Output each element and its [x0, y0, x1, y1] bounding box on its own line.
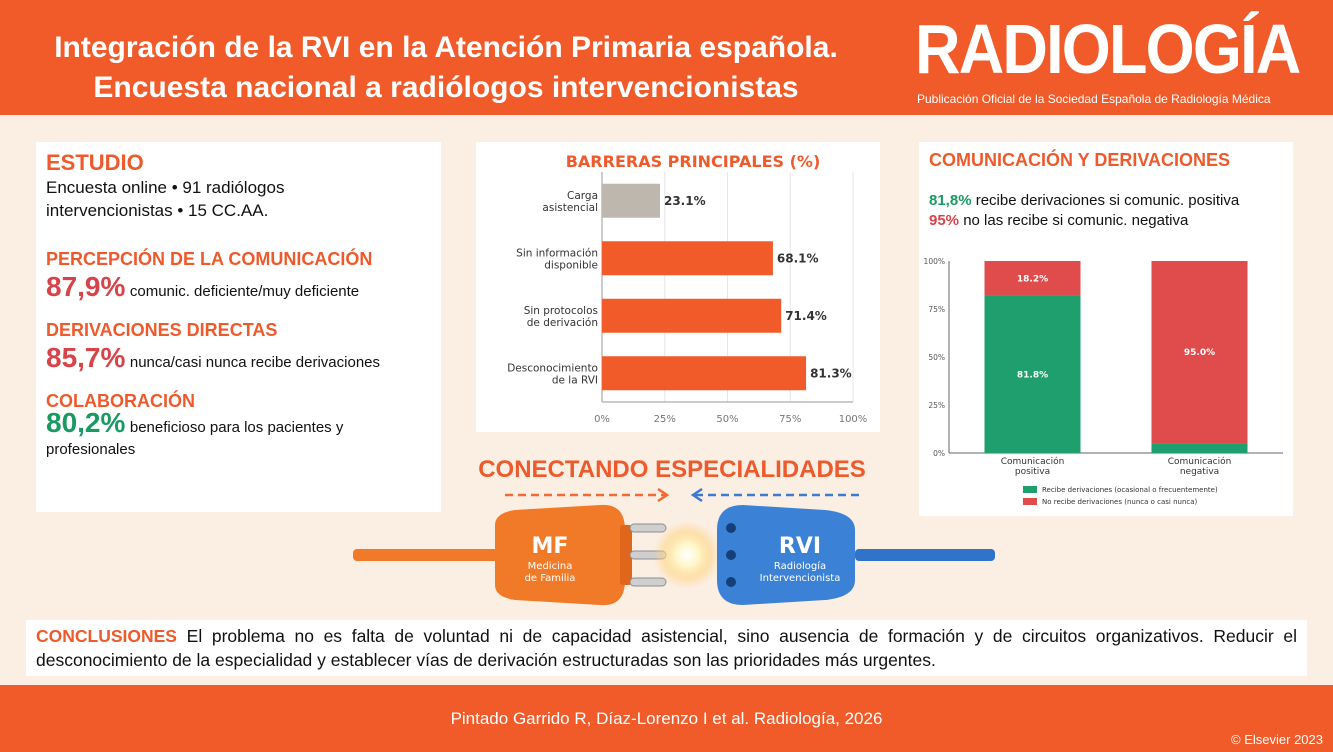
barriers-value-label: 23.1% — [663, 193, 706, 208]
study-panel — [36, 142, 441, 512]
colaboracion-heading: COLABORACIÓN — [46, 391, 195, 411]
referrals-legend-label: Recibe derivaciones (ocasional o frecuentemente) — [1042, 486, 1218, 494]
communication-line-1 — [929, 192, 1239, 209]
percepcion-stat — [46, 270, 431, 309]
conclusions-label: CONCLUSIONES — [36, 626, 177, 646]
rvi-abbr: RVI — [778, 534, 822, 559]
communication-line-2-text: no las recibe si comunic. negativa — [963, 212, 1189, 229]
communication-line-1-text: recibe derivaciones si comunic. positiva — [975, 192, 1240, 209]
derivaciones-heading: DERIVACIONES DIRECTAS — [46, 320, 278, 340]
percepcion-text: comunic. deficiente/muy deficiente — [129, 283, 360, 300]
barriers-chart-title: BARRERAS PRINCIPALES (%) — [565, 152, 821, 171]
referrals-chart — [919, 236, 1293, 516]
connector-illustration — [345, 485, 1005, 615]
barriers-bar — [602, 299, 781, 333]
barriers-xtick: 100% — [838, 414, 868, 425]
rvi-line-1: Radiología — [773, 561, 827, 572]
brand-logo: RADIOLOGÍA — [915, 10, 1300, 88]
referrals-legend-swatch — [1023, 498, 1037, 505]
barriers-bar — [602, 356, 806, 390]
spark-icon — [653, 521, 721, 589]
mf-abbr: MF — [531, 534, 569, 559]
brand-subtitle: Publicación Oficial de la Sociedad Española de Radiología Médica — [917, 92, 1271, 106]
barriers-xtick: 75% — [779, 414, 802, 425]
barriers-xtick: 50% — [716, 414, 739, 425]
arrow-left-icon — [693, 489, 860, 501]
mf-plug-icon — [495, 505, 666, 605]
barriers-category-label: Carga — [567, 189, 598, 202]
mf-line-2: de Familia — [524, 573, 576, 584]
referrals-bar-segment — [1152, 443, 1248, 453]
barriers-bar — [602, 184, 660, 218]
referrals-ytick: 75% — [928, 305, 945, 314]
derivaciones-text: nunca/casi nunca recibe derivaciones — [129, 354, 381, 371]
barriers-category-label: asistencial — [542, 201, 598, 214]
barriers-category-label: Sin información — [516, 247, 598, 260]
rvi-cable — [855, 549, 995, 561]
referrals-segment-label: 81.8% — [1016, 370, 1049, 381]
barriers-chart — [476, 142, 880, 432]
percepcion-heading: PERCEPCIÓN DE LA COMUNICACIÓN — [46, 249, 373, 269]
conclusions-panel — [26, 620, 1307, 676]
barriers-value-label: 68.1% — [776, 251, 819, 266]
referrals-ytick: 100% — [923, 257, 945, 266]
title-line-2: Encuesta nacional a radiólogos intervencionistas — [93, 71, 799, 104]
barriers-value-label: 81.3% — [810, 366, 852, 381]
referrals-ytick: 25% — [928, 401, 945, 410]
title-line-1: Integración de la RVI en la Atención Primaria española. — [54, 31, 838, 64]
estudio-heading: ESTUDIO — [46, 150, 144, 175]
communication-panel — [919, 142, 1293, 516]
conclusions-text: El problema no es falta de voluntad ni de capacidad asistencial, sino ausencia de formación y de circuitos organizativos. Reducir el desconocimiento de la especialidad y establecer vías de derivación estructuradas son las prioridades más urgentes. — [36, 626, 1297, 670]
colaboracion-text: beneficioso para los pacientes y profesionales — [46, 419, 344, 458]
referrals-category-label: Comunicación — [1167, 457, 1232, 467]
colaboracion-stat — [46, 407, 431, 461]
header — [0, 0, 1333, 115]
barriers-category-label: disponible — [544, 259, 598, 272]
referrals-category-label: Comunicación — [1000, 457, 1065, 467]
referrals-segment-label: 18.2% — [1016, 274, 1049, 285]
communication-title: COMUNICACIÓN Y DERIVACIONES — [929, 150, 1231, 170]
derivaciones-stat — [46, 341, 431, 380]
referrals-ytick: 0% — [933, 449, 945, 458]
mf-cable — [353, 549, 498, 561]
communication-line-2-value: 95% — [929, 212, 960, 229]
referrals-legend-label: No recibe derivaciones (nunca o casi nunca) — [1042, 498, 1198, 506]
barriers-bar — [602, 241, 773, 275]
communication-line-1-value: 81,8% — [929, 192, 972, 209]
barriers-category-label: de derivación — [526, 316, 598, 329]
referrals-ytick: 50% — [928, 353, 945, 362]
copyright: © Elsevier 2023 — [1231, 732, 1323, 747]
referrals-legend-swatch — [1023, 486, 1037, 493]
citation: Pintado Garrido R, Díaz-Lorenzo I et al. Radiología, 2026 — [450, 709, 883, 728]
footer — [0, 685, 1333, 752]
connect-title: CONECTANDO ESPECIALIDADES — [478, 456, 866, 483]
referrals-segment-label: 95.0% — [1183, 348, 1216, 359]
communication-line-2 — [929, 212, 1188, 229]
barriers-category-label: Sin protocolos — [523, 304, 598, 317]
barriers-category-label: de la RVI — [551, 374, 598, 387]
barriers-category-label: Desconocimiento — [507, 362, 598, 375]
barriers-xtick: 25% — [653, 414, 676, 425]
derivaciones-value: 85,7% — [46, 342, 126, 373]
page-title — [0, 28, 892, 108]
referrals-category-label: positiva — [1014, 467, 1051, 477]
referrals-category-label: negativa — [1179, 467, 1220, 477]
barriers-value-label: 71.4% — [785, 308, 827, 323]
rvi-line-2: Intervencionista — [759, 573, 841, 584]
arrow-right-icon — [505, 489, 667, 501]
barriers-xtick: 0% — [594, 414, 610, 425]
mf-line-1: Medicina — [527, 561, 573, 572]
barriers-chart-panel — [476, 142, 880, 432]
estudio-text: Encuesta online • 91 radiólogos intervencionistas • 15 CC.AA. — [46, 178, 285, 220]
percepcion-value: 87,9% — [46, 271, 126, 302]
colaboracion-value: 80,2% — [46, 407, 126, 438]
